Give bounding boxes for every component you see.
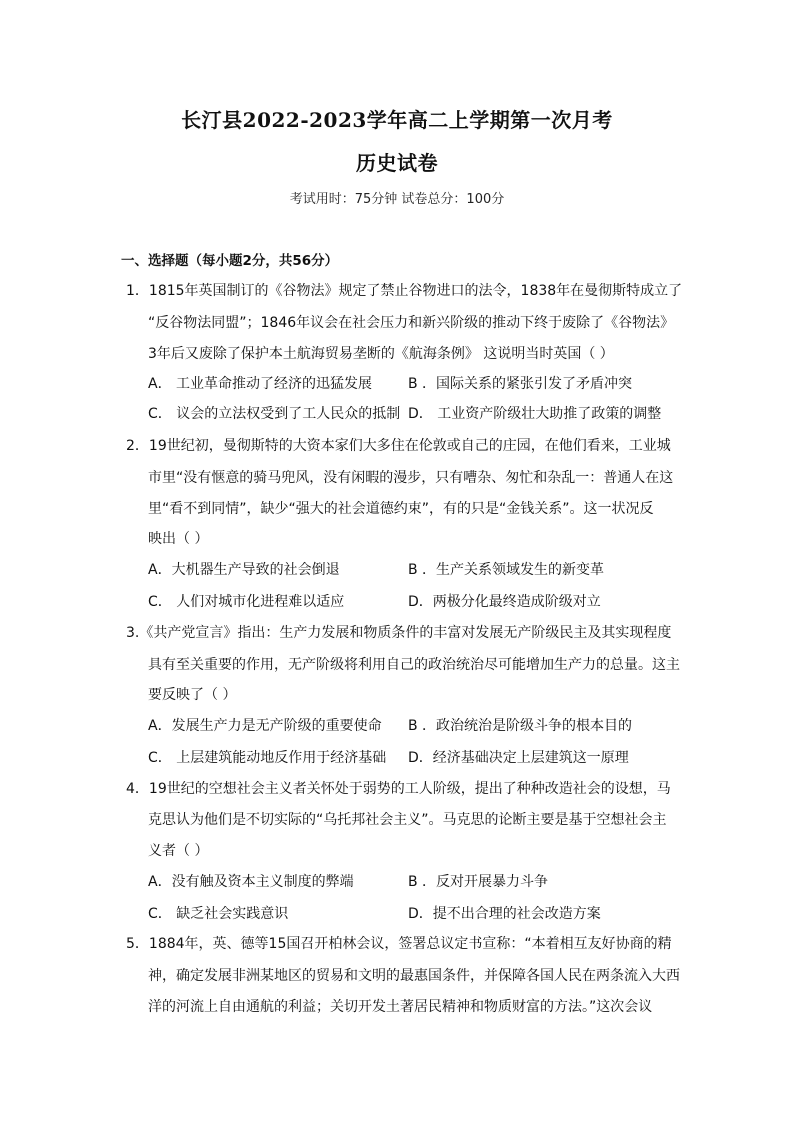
- question-4-line-3: 义者（ ）: [148, 843, 209, 859]
- question-4-option-d: D．提不出合理的社会改造方案: [408, 906, 601, 922]
- question-3-line-3: 要反映了（ ）: [148, 687, 237, 703]
- question-2-line-1: 2．19世纪初，曼彻斯特的大资本家们大多住在伦敦或自己的庄园，在他们看来，工业城: [126, 438, 671, 454]
- question-4-option-a: A．没有触及资本主义制度的弊端: [148, 874, 354, 890]
- question-4-option-b: B ．反对开展暴力斗争: [408, 874, 549, 890]
- question-3-line-2: 具有至关重要的作用，无产阶级将利用自己的政治统治尽可能增加生产力的总量。这主: [148, 657, 680, 673]
- question-2-option-b: B ．生产关系领域发生的新变革: [408, 562, 605, 578]
- question-5-line-3: 洋的河流上自由通航的利益；关切开发土著居民精神和物质财富的方法。”这次会议: [148, 999, 653, 1015]
- question-1-line-1: 1．1815年英国制订的《谷物法》规定了禁止谷物进口的法令，1838年在曼彻斯特成立了: [126, 283, 683, 299]
- question-1-option-c: C． 议会的立法权受到了工人民众的抵制: [148, 406, 401, 422]
- exam-info: 考试用时：75分钟 试卷总分：100分: [289, 192, 505, 207]
- question-5-line-1: 5．1884年，英、德等15国召开柏林会议，签署总议定书宣称：“本着相互友好协商的精: [126, 936, 672, 952]
- question-1-option-d: D． 工业资产阶级壮大助推了政策的调整: [408, 406, 662, 422]
- question-2-line-3: 里“看不到同情”，缺少“强大的社会道德约束”，有的只是“金钱关系”。这一状况反: [148, 501, 654, 517]
- question-2-option-d: D．两极分化最终造成阶级对立: [408, 594, 601, 610]
- question-3-option-d: D．经济基础决定上层建筑这一原理: [408, 750, 629, 766]
- question-1-option-b: B ．国际关系的紧张引发了矛盾冲突: [408, 376, 633, 392]
- question-2-option-c: C． 人们对城市化进程难以适应: [148, 594, 345, 610]
- question-5-line-2: 神，确定发展非洲某地区的贸易和文明的最惠国条件，并保障各国人民在两条流入大西: [148, 968, 680, 984]
- question-4-line-2: 克思认为他们是不切实际的“乌托邦社会主义”。马克思的论断主要是基于空想社会主: [148, 812, 667, 828]
- question-2-line-4: 映出（ ）: [148, 531, 209, 547]
- question-3-option-c: C． 上层建筑能动地反作用于经济基础: [148, 750, 387, 766]
- exam-subtitle: 历史试卷: [356, 151, 438, 175]
- question-4-line-1: 4．19世纪的空想社会主义者关怀处于弱势的工人阶级，提出了种种改造社会的设想，马: [126, 781, 671, 797]
- question-1-option-a: A． 工业革命推动了经济的迅猛发展: [148, 376, 373, 392]
- question-1-line-3: 3年后又废除了保护本土航海贸易垄断的《航海条例》 这说明当时英国（ ）: [148, 346, 614, 362]
- question-1-line-2: “反谷物法同盟”；1846年议会在社会压力和新兴阶级的推动下终于废除了《谷物法》: [148, 315, 675, 331]
- question-2-option-a: A．大机器生产导致的社会倒退: [148, 562, 340, 578]
- question-2-line-2: 市里“没有惬意的骑马兜风，没有闲暇的漫步，只有嘈杂、匆忙和杂乱一：普通人在这: [148, 470, 674, 486]
- exam-title: 长汀县2022-2023学年高二上学期第一次月考: [181, 108, 613, 132]
- question-3-line-1: 3.《共产党宣言》指出：生产力发展和物质条件的丰富对发展无产阶级民主及其实现程度: [126, 625, 672, 641]
- question-4-option-c: C． 缺乏社会实践意识: [148, 906, 289, 922]
- question-3-option-b: B ．政治统治是阶级斗争的根本目的: [408, 718, 633, 734]
- section-heading: 一、选择题（每小题2分，共56分）: [121, 253, 339, 269]
- question-3-option-a: A．发展生产力是无产阶级的重要使命: [148, 718, 382, 734]
